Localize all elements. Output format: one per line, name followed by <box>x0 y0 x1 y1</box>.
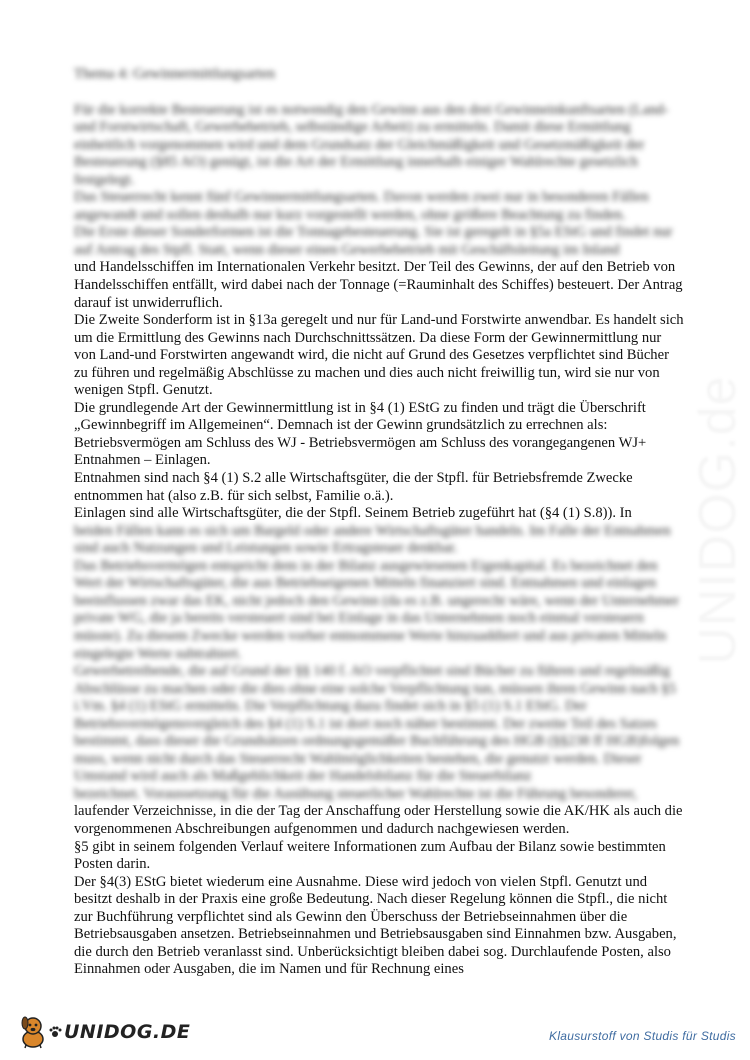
paragraph-ueberschussrechnung: Der §4(3) EStG bietet wiederum eine Ausnahme. Diese wird jedoch von vielen Stpfl. Genutzt und besitzt deshalb in der Praxis eine große Bedeutung. Nach dieser Regelung können die Stpfl., die nicht zur Buchführung verpflichtet sind als Gewinn den Überschuss der Betriebseinnahmen über die Betriebsausgaben ansetzen. Betriebseinnahmen und Betriebsausgaben sind Einnahmen bzw. Ausgaben, die durch den Betrieb veranlasst sind. Unberücksichtigt bleiben dabei sog. Durchlaufende Posten, also Einnahmen oder Ausgaben, die im Namen und für Rechnung eines <box>74 873 677 978</box>
paragraph-entnahmen: Entnahmen sind nach §4 (1) S.2 alle Wirtschaftsgüter, die der Stpfl. für Betriebsfremde Zwecke entnommen hat (also z.B. für sich selbst, Familie o.ä.). <box>74 470 633 504</box>
paragraph-intro: Für die korrekte Besteuerung ist es notwendig den Gewinn aus den drei Gewinneinkunftsarten (Land- und Forstwirtschaft, Gewerbebetrieb, selbständige Arbeit) zu ermitteln. Damit diese Ermittlung einheitlich vorgenommen wird und dem Grundsatz der Gleichmäßigkeit und Gesetzmäßigkeit der Besteuerung (§85 AO) genügt, ist die Art der Ermittlung innerhalb einiger Wahlrechte gesetzlich festgelegt. <box>74 101 669 188</box>
paragraph-wahlrechte-start: bezeichnet. Voraussetzung für die Ausübung steuerlicher Wahlrechte ist die Führung besonderer, <box>74 785 638 802</box>
paragraph-einlagen: Einlagen sind alle Wirtschaftsgüter, die der Stpfl. Seinem Betrieb zugeführt hat (§4 (1) S.8)). In <box>74 505 632 522</box>
logo-text: UNIDOG.DE <box>64 1021 191 1043</box>
dog-mascot-icon <box>18 1015 48 1049</box>
paragraph-gewerbetreibende: Gewerbetreibende, die auf Grund der §§ 140 f. AO verpflichtet sind Bücher zu führen und regelmäßig Abschlüsse zu machen oder die dies ohne eine solche Verpflichtung tun, müssen ihren Gewinn nach §5 i.Vm. §4 (1) EStG ermitteln. Die Verpflichtung dazu findet sich in §5 (1) S.1 EStG. Der Betriebsvermögensvergleich des §4 (1) S.1 ist dort noch näher bestimmt. Der zweite Teil des Satzes bestimmt, dass dieser die Grundsätzen ordnungsgemäßer Buchführung des HGB (§§238 ff HGB)folgen muss, wenn nicht durch das Steuerrecht Wahlmöglichkeiten bestehen, die genutzt werden. Dieser Umstand wird auch als Maßgeblichkeit der Handelsbilanz für die Steuerbilanz <box>74 663 680 785</box>
paragraph-tonnage-end: und Handelsschiffen im Internationalen Verkehr besitzt. Der Teil des Gewinns, der auf den Betrieb von Handelsschiffen entfällt, wird dabei nach der Tonnage (=Rauminhalt des Schiffes) besteuert. Der Antrag darauf ist unwiderruflich. <box>74 259 683 311</box>
paragraph-fuenf-arten: Das Steuerrecht kennt fünf Gewinnermittlungsarten. Davon werden zwei nur in besonderen Fällen angewandt und sollen deshalb nur kurz vorgestellt werden, ohne größere Beachtung zu finden. <box>74 189 649 223</box>
footer-tagline: Klausurstoff von Studis für Studis <box>549 1029 736 1043</box>
paragraph-beide-faelle: beiden Fällen kann es sich um Bargeld oder andere Wirtschaftsgüter handeln. Im Falle der Entnahmen sind auch Nutzungen und Leistungen sowie Ertragsteuer denkbar. <box>74 522 671 557</box>
paragraph-tonnage-start: Die Erste dieser Sonderformen ist die Tonnagebesteuerung. Sie ist geregelt in §5a EStG und findet nur auf Antrag des Stpfl. Statt, wenn dieser einen Gewerbebetrieb mit Geschäftsleitung im Inland <box>74 224 673 258</box>
unidog-logo <box>18 1012 190 1052</box>
paragraph-verzeichnisse: laufender Verzeichnisse, in die der Tag der Anschaffung oder Herstellung sowie die AK/HK als auch die vorgenommenen Abschreibungen aufgenommen und dadurch nachgewiesen werden. <box>74 803 683 837</box>
document-body <box>74 66 686 979</box>
paragraph-bilanz-aufbau: §5 gibt in seinem folgenden Verlauf weitere Informationen zum Aufbau der Bilanz sowie bestimmten Posten darin. <box>74 838 666 873</box>
document-title: Thema 4: Gewinnermittlungsarten <box>74 66 276 82</box>
paragraph-gewinnbegriff: Die grundlegende Art der Gewinnermittlung ist in §4 (1) EStG zu finden und trägt die Überschrift „Gewinnbegriff im Allgemeinen“. Demnach ist der Gewinn grundsätzlich zu errechnen als: Betriebsvermögen am Schluss des WJ - Betriebsvermögen am Schluss des vorangegangenen WJ+ Entnahmen – Einlagen. <box>74 399 647 469</box>
paw-icon <box>48 1025 62 1039</box>
paragraph-betriebsvermoegen: Das Betriebsvermögen entspricht dem in der Bilanz ausgewiesenen Eigenkapital. Es bezeichnet den Wert der Wirtschaftsgüter, die aus Betriebseigenen Mitteln finanziert sind. Entnahmen und einlagen beeinflussen zwar das EK, nicht jedoch den Gewinn (da es z.B. ungerecht wäre, wenn der Unternehmer private WG, die ja bereits versteuert sind bei Einlage in das Unternehmen noch einmal versteuern müsste). Zu diesem Zwecke werden vorher entnommene Werte hinzuaddiert und aus privaten Mitteln eingelegte Werte subtrahiert. <box>74 557 680 662</box>
side-watermark: UNIDOG.de <box>689 375 747 665</box>
paragraph-durchschnittssaetze: Die Zweite Sonderform ist in §13a geregelt und nur für Land-und Forstwirte anwendbar. Es handelt sich um die Ermittlung des Gewinns nach Durchschnittssätzen. Da diese Form der Gewinnermittlung nur von Land-und Forstwirten angewandt wird, die nicht auf Grund des Gesetzes verpflichtet sind Bücher zu führen und regelmäßig Abschlüsse zu machen und dies auch nicht freiwillig tun, wird sie nur von wenigen Stpfl. Genutzt. <box>74 312 684 399</box>
